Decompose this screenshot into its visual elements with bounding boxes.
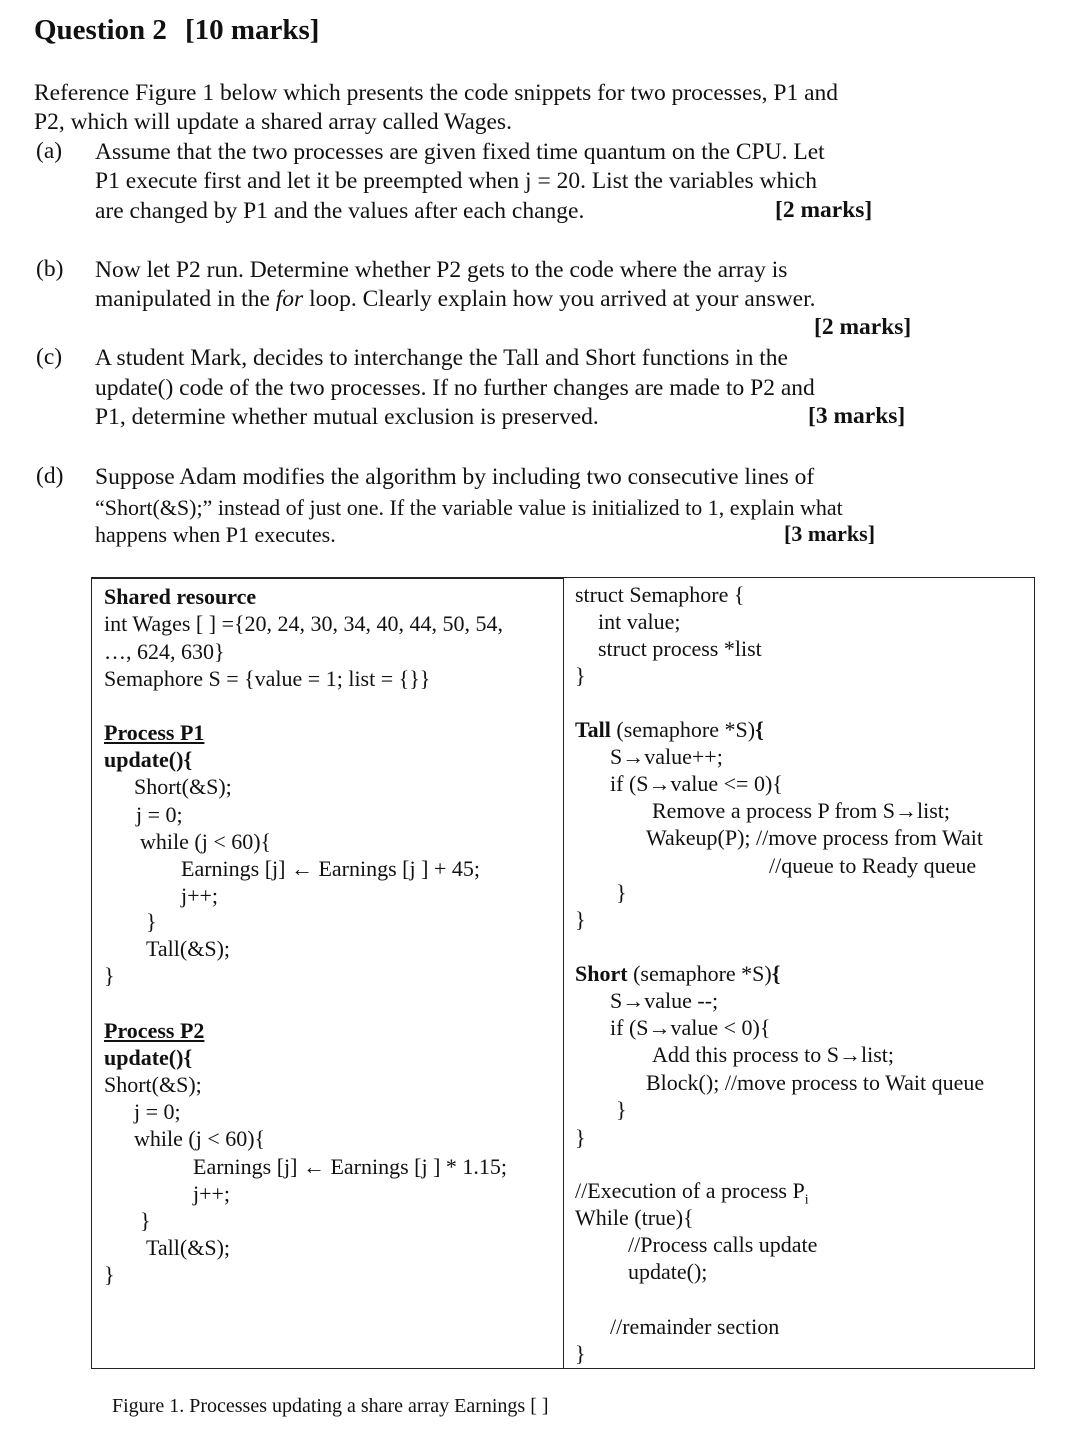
exec-line-1: While (true){	[575, 1205, 694, 1230]
tall-line-5: //queue to Ready queue	[769, 853, 977, 878]
tall-line-3: Remove a process P from S→list;	[652, 798, 950, 823]
question-marks: [10 marks]	[184, 14, 320, 46]
p1-line-7: Tall(&S);	[146, 936, 231, 961]
p2-line-3: while (j < 60){	[134, 1126, 266, 1151]
semaphore-line-3: struct process *list	[598, 636, 762, 661]
short-sig: (semaphore *S)	[627, 961, 772, 986]
exec-line-2: //Process calls update	[628, 1232, 818, 1257]
p2-heading: Process P2	[104, 1018, 205, 1043]
part-a-marks: [2 marks]	[775, 197, 873, 223]
part-a-line-2: P1 execute first and let it be preempted when j = 20. List the variables which	[95, 168, 817, 194]
exec-line-4: //remainder section	[610, 1314, 780, 1339]
exec-line-3: update();	[628, 1259, 708, 1284]
question-heading	[34, 14, 319, 47]
part-c-marks: [3 marks]	[808, 403, 906, 429]
part-d-line-2: “Short(&S);” instead of just one. If the variable value is initialized to 1, explain what	[95, 495, 843, 520]
p1-line-1: Short(&S);	[134, 774, 232, 799]
tall-name: Tall	[575, 717, 611, 742]
figure-caption: Figure 1. Processes updating a share array Earnings [ ]	[112, 1395, 549, 1417]
p1-line-5: j++;	[181, 883, 219, 908]
tall-brace: {	[755, 717, 764, 742]
p1-line-8: }	[104, 963, 115, 988]
short-line-1: S→value --;	[610, 988, 719, 1013]
p2-line-2: j = 0;	[134, 1099, 181, 1124]
part-b-for-word: for	[275, 286, 304, 312]
part-c-label: (c)	[36, 344, 63, 370]
part-c-line-2: update() code of the two processes. If no further changes are made to P2 and	[95, 375, 815, 401]
shared-line-2: …, 624, 630}	[104, 639, 225, 664]
figure-left-topline	[91, 577, 564, 579]
short-signature	[575, 960, 780, 988]
tall-line-1: S→value++;	[610, 744, 723, 769]
p1-heading: Process P1	[104, 720, 205, 745]
short-line-4: Block(); //move process to Wait queue	[646, 1070, 985, 1095]
tall-line-6: }	[616, 880, 627, 905]
tall-line-7: }	[575, 907, 586, 932]
exec-comment-text: //Execution of a process P	[575, 1178, 805, 1203]
tall-line-2: if (S→value <= 0){	[610, 771, 783, 796]
p2-line-4: Earnings [j] ← Earnings [j ] * 1.15;	[193, 1154, 508, 1179]
p1-line-2: j = 0;	[136, 802, 183, 827]
short-name: Short	[575, 961, 628, 986]
shared-line-1: int Wages [ ] ={20, 24, 30, 34, 40, 44, 50, 54,	[104, 611, 504, 636]
intro-line-2: P2, which will update a shared array called Wages.	[34, 109, 512, 135]
semaphore-line-2: int value;	[598, 609, 681, 634]
p1-fn: update(){	[104, 747, 193, 772]
tall-sig: (semaphore *S)	[610, 717, 756, 742]
part-b-line-2b: loop. Clearly explain how you arrived at your answer.	[303, 286, 816, 312]
part-b-label: (b)	[36, 256, 64, 282]
part-b-line-1: Now let P2 run. Determine whether P2 gets to the code where the array is	[95, 257, 788, 283]
shared-line-3: Semaphore S = {value = 1; list = {}}	[104, 666, 431, 691]
exec-line-5: }	[575, 1341, 586, 1366]
p2-fn: update(){	[104, 1045, 193, 1070]
part-a-line-1: Assume that the two processes are given fixed time quantum on the CPU. Let	[95, 139, 825, 165]
short-line-6: }	[575, 1125, 586, 1150]
p2-line-1: Short(&S);	[104, 1072, 202, 1097]
part-c-line-1: A student Mark, decides to interchange the Tall and Short functions in the	[95, 345, 788, 371]
tall-signature	[575, 716, 764, 744]
exec-comment-sub: i	[804, 1192, 809, 1208]
part-c-line-3: P1, determine whether mutual exclusion is preserved.	[95, 404, 599, 430]
part-d-line-3: happens when P1 executes.	[95, 522, 336, 547]
semaphore-line-4: }	[575, 663, 586, 688]
p1-line-3: while (j < 60){	[140, 829, 272, 854]
part-b-marks: [2 marks]	[814, 314, 912, 340]
part-a-line-3: are changed by P1 and the values after each change.	[95, 198, 585, 224]
part-b-line-2a: manipulated in the	[95, 286, 276, 312]
p1-line-6: }	[146, 909, 157, 934]
p2-line-6: }	[140, 1208, 151, 1233]
part-d-label: (d)	[36, 463, 64, 489]
short-line-5: }	[616, 1097, 627, 1122]
short-line-3: Add this process to S→list;	[652, 1042, 895, 1067]
short-line-2: if (S→value < 0){	[610, 1015, 771, 1040]
question-title: Question 2	[34, 14, 167, 46]
p1-line-4: Earnings [j] ← Earnings [j ] + 45;	[181, 856, 480, 881]
p2-line-8: }	[104, 1262, 115, 1287]
short-brace: {	[771, 961, 781, 986]
intro-line-1: Reference Figure 1 below which presents the code snippets for two processes, P1 and	[34, 80, 839, 106]
p2-line-5: j++;	[193, 1181, 231, 1206]
part-d-line-1: Suppose Adam modifies the algorithm by including two consecutive lines of	[95, 464, 815, 490]
part-a-label: (a)	[36, 138, 63, 164]
tall-line-4: Wakeup(P); //move process from Wait	[646, 825, 983, 850]
semaphore-line-1: struct Semaphore {	[575, 582, 745, 607]
p2-line-7: Tall(&S);	[146, 1235, 231, 1260]
part-d-marks: [3 marks]	[784, 521, 876, 546]
shared-heading: Shared resource	[104, 584, 257, 609]
part-b-line-2	[95, 285, 816, 315]
